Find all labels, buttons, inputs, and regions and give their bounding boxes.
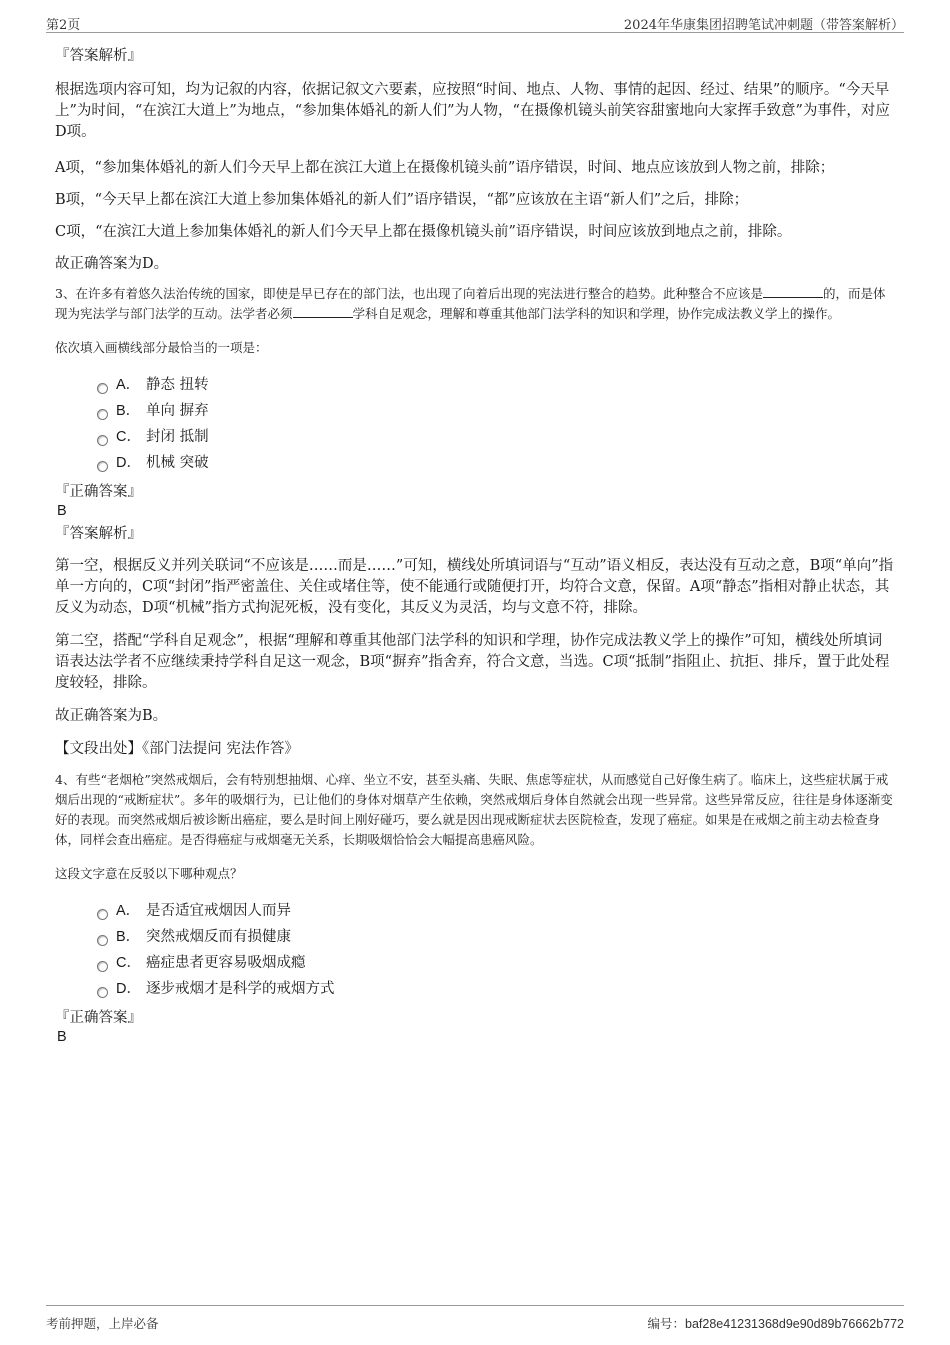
radio-button[interactable] — [97, 409, 108, 420]
radio-button[interactable] — [97, 435, 108, 446]
option-c[interactable]: C． 癌症患者更容易吸烟成瘾 — [97, 950, 895, 976]
analysis-paragraph: 根据选项内容可知，均为记叙的内容，依据记叙文六要素，应按照“时间、地点、人物、事情的起因、经过、结果”的顺序。“今天早上”为时间，“在滨江大道上”为地点，“参加集体婚礼的新人们”为人物，“在摄像机镜头前笑容甜蜜地向大家挥手致意”为事件，对应D项。 — [55, 82, 890, 140]
page-footer — [46, 1305, 904, 1330]
question-3-prompt: 依次填入画横线部分最恰当的一项是： — [55, 340, 268, 355]
analysis-label: 『答案解析』 — [55, 48, 142, 64]
analysis-paragraph: 第一空，根据反义并列关联词“不应该是……而是……”可知，横线处所填词语与“互动”语义相反，表达没有互动之意，B项“单向”指单一方向的，C项“封闭”指严密盖住、关住或堵住等，使不能通行或随便打开，均符合文意，保留。A项“静态”指相对静止状态，其反义为动态，D项“机械”指方式拘泥死板，没有变化，其反义为灵活，均与文意不符，排除。 — [55, 558, 894, 616]
fill-blank — [763, 285, 823, 298]
analysis-paragraph: C项，“在滨江大道上参加集体婚礼的新人们今天早上都在摄像机镜头前”语序错误，时间应该放到地点之前，排除。 — [55, 224, 792, 240]
option-c[interactable]: C． 封闭 抵制 — [97, 424, 895, 450]
footer-slogan: 考前押题，上岸必备 — [46, 1316, 159, 1331]
radio-button[interactable] — [97, 987, 108, 998]
radio-button[interactable] — [97, 383, 108, 394]
document-title: 2024年华康集团招聘笔试冲刺题（带答案解析） — [623, 18, 904, 33]
option-b[interactable]: B． 突然戒烟反而有损健康 — [97, 924, 895, 950]
analysis-paragraph: A项，“参加集体婚礼的新人们今天早上都在滨江大道上在摄像机镜头前”语序错误，时间、地点应该放到人物之前，排除； — [55, 160, 835, 176]
radio-button[interactable] — [97, 461, 108, 472]
option-d[interactable]: D． 机械 突破 — [97, 450, 895, 476]
question-3-text: 3、在许多有着悠久法治传统的国家，即使是早已存在的部门法，也出现了向着后出现的宪法进行整合的趋势。此种整合不应该是 的，而是体现为宪法学与部门法学的互动。法学者必须 学科自足观念，理解和尊重其他部门法学科的知识和学理，协作完成法教义学上的操作。 — [55, 286, 886, 321]
page-number: 第2页 — [46, 18, 81, 33]
fill-blank — [293, 305, 353, 318]
source-citation: 【文段出处】《部门法提问 宪法作答》 — [55, 741, 299, 757]
correct-answer-label: 『正确答案』 — [55, 484, 142, 500]
analysis-paragraph: 故正确答案为D。 — [55, 256, 169, 272]
analysis-paragraph: B项，“今天早上都在滨江大道上参加集体婚礼的新人们”语序错误，“都”应该放在主语“新人们”之后，排除； — [55, 192, 749, 208]
correct-answer-label: 『正确答案』 — [55, 1010, 142, 1026]
correct-answer-value: B — [57, 1029, 67, 1045]
option-b[interactable]: B． 单向 摒弃 — [97, 398, 895, 424]
correct-answer-value: B — [57, 503, 67, 519]
question-4-options — [55, 898, 895, 1002]
question-3-options — [55, 372, 895, 476]
page-header — [46, 12, 904, 33]
analysis-label: 『答案解析』 — [55, 526, 142, 542]
option-a[interactable]: A． 静态 扭转 — [97, 372, 895, 398]
analysis-paragraph: 故正确答案为B。 — [55, 708, 168, 724]
option-a[interactable]: A． 是否适宜戒烟因人而异 — [97, 898, 895, 924]
radio-button[interactable] — [97, 935, 108, 946]
document-content — [55, 46, 895, 1046]
radio-button[interactable] — [97, 909, 108, 920]
document-code: 编号：baf28e41231368d9e90d89b76662b772 — [647, 1316, 904, 1331]
question-4-text: 4、有些“老烟枪”突然戒烟后，会有特别想抽烟、心痒、坐立不安，甚至头痛、失眠、焦虑等症状，从而感觉自己好像生病了。临床上，这些症状属于戒烟后出现的“戒断症状”。多年的吸烟行为，已让他们的身体对烟草产生依赖，突然戒烟后身体自然就会出现一些异常。这些异常反应，往往是身体逐渐变好的表现。而突然戒烟后被诊断出癌症，要么是时间上刚好碰巧，要么就是因出现戒断症状去医院检查，发现了癌症。如果是在戒烟之前主动去检查身体，同样会查出癌症。是否得癌症与戒烟毫无关系，长期吸烟恰恰会大幅提高患癌风险。 — [55, 772, 893, 847]
radio-button[interactable] — [97, 961, 108, 972]
analysis-paragraph: 第二空，搭配“学科自足观念”，根据“理解和尊重其他部门法学科的知识和学理，协作完成法教义学上的操作”可知，横线处所填词语表达法学者不应继续秉持学科自足这一观念，B项“摒弃”指舍弃，符合文意，当选。C项“抵制”指阻止、抗拒、排斥，置于此处程度较轻，排除。 — [55, 633, 890, 691]
option-d[interactable]: D． 逐步戒烟才是科学的戒烟方式 — [97, 976, 895, 1002]
question-4-prompt: 这段文字意在反驳以下哪种观点？ — [55, 866, 243, 881]
